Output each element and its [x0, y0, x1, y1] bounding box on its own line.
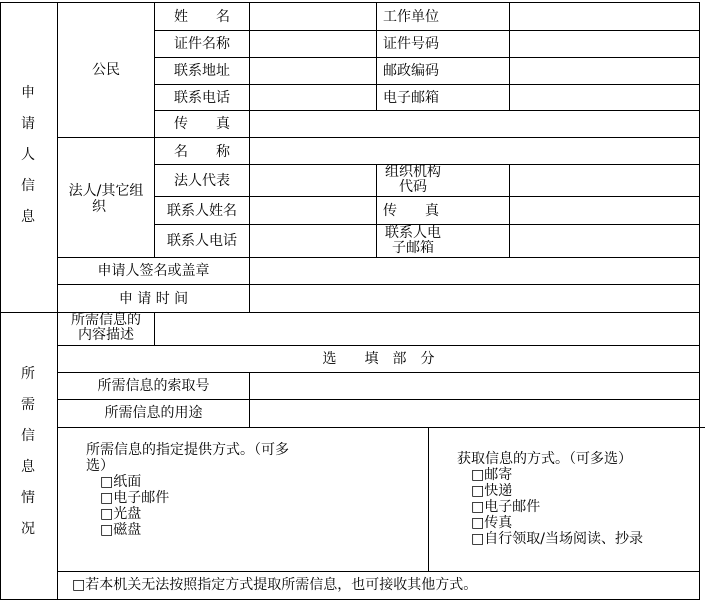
optional-section-label: 选 填 部 分: [322, 351, 435, 367]
content-desc-input[interactable]: [155, 313, 699, 345]
id-number-input[interactable]: [510, 31, 699, 57]
address-label: 联系地址: [174, 63, 230, 79]
org-label-line2: 织: [92, 199, 106, 215]
title-char: 申: [21, 85, 35, 101]
contact-name-input[interactable]: [250, 197, 376, 224]
method-divider: [428, 427, 429, 571]
provide-option-disc[interactable]: □光盘: [100, 506, 142, 522]
contact-phone-input[interactable]: [250, 225, 376, 257]
signature-label: 申请人签名或盖章: [97, 263, 210, 279]
fax-label: 传 真: [174, 116, 230, 132]
purpose-input[interactable]: [250, 400, 699, 427]
org-name-label: 名 称: [174, 144, 230, 160]
org-code-line1: 组织机构: [385, 164, 441, 180]
row-line: [57, 571, 700, 572]
border-bottom: [0, 599, 700, 600]
obtain-option-express[interactable]: □快递: [471, 483, 513, 499]
provide-option-paper[interactable]: □纸面: [100, 474, 142, 490]
purpose-label: 所需信息的用途: [104, 405, 203, 421]
title-char: 信: [21, 178, 35, 194]
org-fax-label: 传 真: [383, 203, 439, 219]
obtain-method-title: 获取信息的方式。（可多选）: [457, 451, 632, 467]
contact-phone-label: 联系人电话: [167, 233, 237, 249]
apply-time-label: 申 请 时 间: [118, 291, 189, 307]
org-label: [58, 183, 154, 215]
title-char: 息: [21, 459, 35, 475]
id-type-input[interactable]: [250, 31, 376, 57]
title-char: 信: [21, 428, 35, 444]
provide-option-disk[interactable]: □磁盘: [100, 522, 142, 538]
fallback-option[interactable]: □若本机关无法按照指定方式提取所需信息，也可接收其他方式。: [72, 577, 478, 593]
work-unit-input[interactable]: [510, 3, 699, 30]
row-line: [57, 345, 700, 346]
obtain-option-email[interactable]: □电子邮件: [471, 499, 541, 515]
postal-code-label: 邮政编码: [383, 63, 439, 79]
phone-label: 联系电话: [174, 90, 230, 106]
legal-rep-label: 法人代表: [174, 173, 230, 189]
provide-title-line1: 所需信息的指定提供方式。（可多: [86, 442, 289, 458]
row-line: [57, 427, 700, 428]
phone-input[interactable]: [250, 85, 376, 110]
contact-email-label: [377, 226, 449, 256]
work-unit-label: 工作单位: [383, 9, 439, 25]
title-char: 人: [21, 147, 35, 163]
apply-time-input[interactable]: [250, 285, 699, 312]
citizen-label: 公民: [92, 62, 120, 78]
obtain-option-fax[interactable]: □传真: [471, 515, 513, 531]
address-input[interactable]: [250, 58, 376, 84]
obtain-options: [471, 467, 643, 547]
contact-email-line1: 联系人电: [385, 225, 441, 241]
content-desc-label: [58, 313, 154, 343]
org-code-label: [377, 165, 449, 195]
provide-options: [100, 474, 169, 538]
border-right: [699, 2, 700, 600]
title-char: 请: [21, 116, 35, 132]
contact-email-input[interactable]: [510, 225, 699, 257]
name-input[interactable]: [250, 3, 376, 30]
obtain-option-pickup[interactable]: □自行领取/当场阅读、抄录: [471, 531, 643, 547]
email-label: 电子邮箱: [383, 90, 439, 106]
org-label-line1: 法人/其它组: [68, 183, 144, 199]
right-label-divider-1: [376, 2, 377, 110]
fax-input[interactable]: [250, 111, 699, 137]
index-no-input[interactable]: [250, 373, 699, 399]
border-left: [0, 2, 1, 600]
edge-tick: [699, 427, 705, 428]
provide-title-line2: 选）: [86, 458, 114, 474]
contact-email-line2: 子邮箱: [392, 240, 434, 256]
provide-method-title: [86, 442, 289, 474]
id-type-label: 证件名称: [174, 36, 230, 52]
provide-option-email[interactable]: □电子邮件: [100, 490, 170, 506]
id-number-label: 证件号码: [383, 36, 439, 52]
title-char: 情: [21, 490, 35, 506]
org-code-line2: 代码: [399, 179, 427, 195]
signature-input[interactable]: [250, 258, 699, 284]
title-char: 所: [21, 366, 35, 382]
org-fax-input[interactable]: [510, 197, 699, 224]
applicant-info-title: [18, 78, 38, 233]
index-no-label: 所需信息的索取号: [97, 378, 210, 394]
title-char: 需: [21, 397, 35, 413]
email-input[interactable]: [510, 85, 699, 110]
content-desc-line2: 内容描述: [78, 327, 134, 343]
org-name-input[interactable]: [250, 138, 699, 164]
legal-rep-input[interactable]: [250, 165, 376, 196]
content-desc-line1: 所需信息的: [71, 312, 141, 328]
title-char: 息: [21, 209, 35, 225]
contact-name-label: 联系人姓名: [167, 203, 237, 219]
name-label: 姓 名: [174, 9, 230, 25]
title-char: 况: [21, 521, 35, 537]
obtain-option-mail[interactable]: □邮寄: [471, 467, 513, 483]
postal-code-input[interactable]: [510, 58, 699, 84]
org-code-input[interactable]: [510, 165, 699, 196]
required-info-title: [18, 359, 38, 545]
